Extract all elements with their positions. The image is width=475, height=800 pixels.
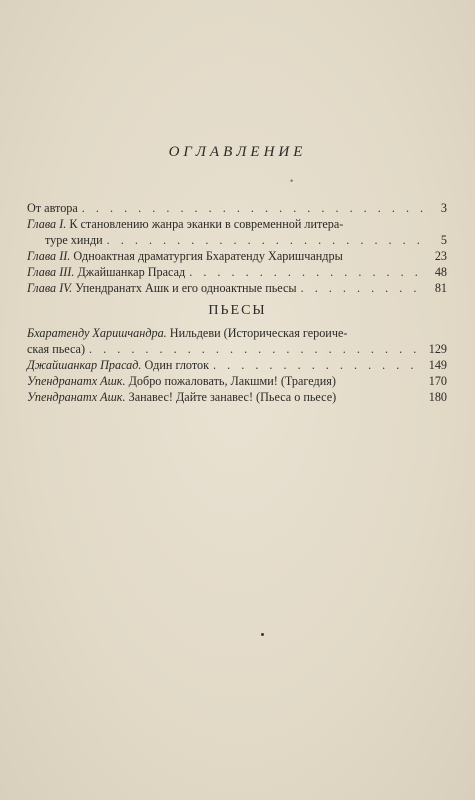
chapter-label: Глава I. <box>27 217 67 231</box>
toc-entry-play-2 <box>27 357 447 373</box>
toc-entry-chapter-4 <box>27 280 447 296</box>
page-number: 170 <box>428 374 447 388</box>
leader-dots <box>89 341 423 357</box>
play-title: Занавес! Дайте занавес! (Пьеса о пьесе) <box>128 390 337 404</box>
plays-heading: ПЬЕСЫ <box>208 303 267 318</box>
page-number: 48 <box>434 265 447 279</box>
leader-dots <box>213 357 423 373</box>
leader-dots <box>82 200 423 216</box>
page-number: 129 <box>428 342 447 356</box>
page-number: 23 <box>434 249 447 263</box>
contents-heading: ОГЛАВЛЕНИЕ <box>168 144 307 160</box>
toc-entry-chapter-1 <box>27 216 447 248</box>
play-title: Один глоток <box>144 358 210 372</box>
entry-title: От автора <box>27 201 78 215</box>
author-name: Упендранатх Ашк. <box>27 374 126 388</box>
play-title-cont: ская пьеса) <box>27 342 86 356</box>
entry-title: Упендранатх Ашк и его одноактные пьесы <box>75 281 297 295</box>
page-number: 3 <box>440 201 447 215</box>
page-number: 180 <box>428 390 447 404</box>
play-title: Добро пожаловать, Лакшми! (Трагедия) <box>128 374 336 388</box>
page-number: 81 <box>434 281 447 295</box>
page-number: 149 <box>428 358 447 372</box>
print-speck <box>261 633 264 636</box>
toc-entry-chapter-3 <box>27 264 447 280</box>
entry-title: К становлению жанра эканки в современной литера- <box>69 217 344 231</box>
chapter-label: Глава IV. <box>27 281 73 295</box>
toc-entry-play-3 <box>27 373 447 389</box>
leader-dots <box>107 232 423 248</box>
toc-entry-author <box>27 200 447 216</box>
toc-entry-play-4 <box>27 389 447 405</box>
leader-dots <box>301 280 423 296</box>
author-name: Упендранатх Ашк. <box>27 390 126 404</box>
toc-entry-chapter-2 <box>27 248 447 264</box>
leader-dots <box>189 264 423 280</box>
author-name: Бхаратенду Харишчандра. <box>27 326 167 340</box>
contents-list <box>27 200 447 296</box>
entry-title-cont: туре хинди <box>45 233 103 247</box>
toc-entry-play-1 <box>27 325 447 357</box>
play-title: Нильдеви (Историческая героиче- <box>169 326 348 340</box>
page-number: 5 <box>440 233 447 247</box>
entry-title: Одноактная драматургия Бхаратенду Харишчандры <box>73 249 343 263</box>
plays-list <box>27 325 447 405</box>
author-name: Джайшанкар Прасад. <box>27 358 142 372</box>
chapter-label: Глава II. <box>27 249 71 263</box>
entry-title: Джайшанкар Прасад <box>77 265 186 279</box>
ornament-mark: • <box>290 176 294 186</box>
chapter-label: Глава III. <box>27 265 75 279</box>
